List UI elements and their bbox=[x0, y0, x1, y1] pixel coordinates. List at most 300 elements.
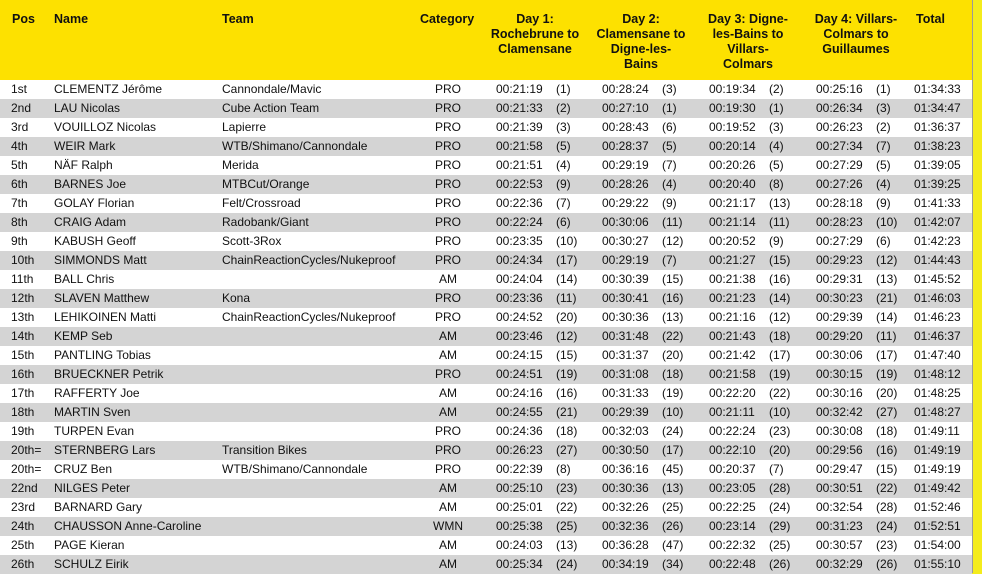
total-time: 01:39:25 bbox=[914, 177, 961, 191]
day3-time: 00:22:24 bbox=[709, 424, 756, 438]
day3-time: 00:21:38 bbox=[709, 272, 756, 286]
day2-time: 00:29:22 bbox=[602, 196, 649, 210]
category: PRO bbox=[434, 462, 461, 476]
day4-time: 00:27:29 bbox=[816, 234, 863, 248]
header-day2-line: Bains bbox=[623, 57, 659, 71]
total-time: 01:46:23 bbox=[914, 310, 961, 324]
pos-cell: 22nd bbox=[11, 481, 38, 495]
day2-rank: (22) bbox=[662, 329, 684, 343]
table-row bbox=[0, 175, 972, 194]
category: PRO bbox=[434, 215, 461, 229]
day4-rank: (12) bbox=[876, 253, 898, 267]
day3-time: 00:23:05 bbox=[709, 481, 756, 495]
day4-time: 00:30:08 bbox=[816, 424, 863, 438]
day3-rank: (4) bbox=[769, 139, 784, 153]
rider-name: BALL Chris bbox=[54, 272, 115, 286]
day3-rank: (2) bbox=[769, 82, 784, 96]
team-name: Cube Action Team bbox=[222, 101, 320, 115]
category: PRO bbox=[434, 310, 461, 324]
day1-time: 00:21:51 bbox=[496, 158, 543, 172]
category: PRO bbox=[434, 253, 461, 267]
day2-rank: (7) bbox=[662, 253, 677, 267]
rider-name: NÄF Ralph bbox=[54, 158, 113, 172]
day2-rank: (19) bbox=[662, 386, 684, 400]
category: WMN bbox=[433, 519, 463, 533]
pos-cell: 11th bbox=[11, 272, 34, 286]
header-day3 bbox=[693, 12, 803, 72]
day3-time: 00:19:34 bbox=[709, 82, 756, 96]
pos-cell: 5th bbox=[11, 158, 28, 172]
pos-cell: 3rd bbox=[11, 120, 29, 134]
day1-rank: (4) bbox=[556, 158, 571, 172]
team-name: ChainReactionCycles/Nukeproof bbox=[222, 310, 396, 324]
day1-rank: (22) bbox=[556, 500, 578, 514]
day1-rank: (20) bbox=[556, 310, 578, 324]
team-name: Radobank/Giant bbox=[222, 215, 309, 229]
day4-time: 00:32:42 bbox=[816, 405, 863, 419]
day4-rank: (20) bbox=[876, 386, 898, 400]
table-row bbox=[0, 99, 972, 118]
day2-time: 00:28:37 bbox=[602, 139, 649, 153]
rider-name: LAU Nicolas bbox=[54, 101, 121, 115]
header-day3-line: les-Bains to bbox=[712, 27, 784, 41]
day1-rank: (21) bbox=[556, 405, 578, 419]
total-time: 01:41:33 bbox=[914, 196, 961, 210]
day1-time: 00:23:46 bbox=[496, 329, 543, 343]
day2-time: 00:30:36 bbox=[602, 481, 649, 495]
day1-rank: (14) bbox=[556, 272, 578, 286]
pos-cell: 23rd bbox=[11, 500, 36, 514]
table-row bbox=[0, 308, 972, 327]
header-day4-line: Guillaumes bbox=[822, 42, 890, 56]
category: PRO bbox=[434, 82, 461, 96]
rider-name: RAFFERTY Joe bbox=[54, 386, 140, 400]
rider-name: BARNES Joe bbox=[54, 177, 127, 191]
day4-rank: (26) bbox=[876, 557, 898, 571]
day1-time: 00:22:24 bbox=[496, 215, 543, 229]
team-name: Merida bbox=[222, 158, 259, 172]
day3-rank: (29) bbox=[769, 519, 791, 533]
day2-rank: (6) bbox=[662, 120, 677, 134]
page-edge bbox=[973, 0, 982, 573]
day4-rank: (2) bbox=[876, 120, 891, 134]
total-time: 01:55:10 bbox=[914, 557, 961, 571]
table-row bbox=[0, 403, 972, 422]
day2-time: 00:34:19 bbox=[602, 557, 649, 571]
rider-name: STERNBERG Lars bbox=[54, 443, 156, 457]
header-pos: Pos bbox=[12, 12, 35, 26]
day4-rank: (14) bbox=[876, 310, 898, 324]
day4-time: 00:29:23 bbox=[816, 253, 863, 267]
table-row bbox=[0, 327, 972, 346]
category: PRO bbox=[434, 177, 461, 191]
pos-cell: 12th bbox=[11, 291, 35, 305]
total-time: 01:34:33 bbox=[914, 82, 961, 96]
day3-rank: (12) bbox=[769, 310, 791, 324]
day3-rank: (28) bbox=[769, 481, 791, 495]
team-name: Cannondale/Mavic bbox=[222, 82, 322, 96]
day4-time: 00:30:15 bbox=[816, 367, 863, 381]
day4-time: 00:28:18 bbox=[816, 196, 863, 210]
day1-rank: (27) bbox=[556, 443, 578, 457]
pos-cell: 14th bbox=[11, 329, 35, 343]
day3-time: 00:21:17 bbox=[709, 196, 756, 210]
header-day4 bbox=[800, 12, 912, 57]
day1-time: 00:24:03 bbox=[496, 538, 543, 552]
header-day2-line: Clamensane to bbox=[596, 27, 686, 41]
rider-name: VOUILLOZ Nicolas bbox=[54, 120, 157, 134]
day1-rank: (15) bbox=[556, 348, 578, 362]
category: PRO bbox=[434, 443, 461, 457]
day2-time: 00:31:48 bbox=[602, 329, 649, 343]
header-total: Total bbox=[916, 12, 945, 26]
day2-time: 00:30:27 bbox=[602, 234, 649, 248]
header-day3-line: Villars- bbox=[727, 42, 769, 56]
total-time: 01:49:11 bbox=[914, 424, 960, 438]
day3-rank: (10) bbox=[769, 405, 791, 419]
rider-name: WEIR Mark bbox=[54, 139, 116, 153]
total-time: 01:48:27 bbox=[914, 405, 961, 419]
day4-time: 00:29:31 bbox=[816, 272, 863, 286]
day3-rank: (18) bbox=[769, 329, 791, 343]
day3-rank: (8) bbox=[769, 177, 784, 191]
day2-time: 00:31:37 bbox=[602, 348, 649, 362]
day4-time: 00:32:29 bbox=[816, 557, 863, 571]
day2-time: 00:30:50 bbox=[602, 443, 649, 457]
day3-time: 00:20:40 bbox=[709, 177, 756, 191]
day4-time: 00:26:23 bbox=[816, 120, 863, 134]
header-day1 bbox=[480, 12, 590, 57]
table-row bbox=[0, 555, 972, 574]
day1-time: 00:22:39 bbox=[496, 462, 543, 476]
day1-rank: (2) bbox=[556, 101, 571, 115]
team-name: Transition Bikes bbox=[222, 443, 307, 457]
day1-rank: (11) bbox=[556, 291, 577, 305]
day3-time: 00:22:32 bbox=[709, 538, 756, 552]
table-row bbox=[0, 194, 972, 213]
day2-rank: (11) bbox=[662, 215, 683, 229]
total-time: 01:54:00 bbox=[914, 538, 961, 552]
header-day3-line: Day 3: Digne- bbox=[708, 12, 788, 26]
pos-cell: 2nd bbox=[11, 101, 32, 115]
day4-rank: (6) bbox=[876, 234, 891, 248]
rider-name: KEMP Seb bbox=[54, 329, 113, 343]
day1-time: 00:24:55 bbox=[496, 405, 543, 419]
category: PRO bbox=[434, 120, 461, 134]
day1-rank: (17) bbox=[556, 253, 578, 267]
day1-time: 00:25:10 bbox=[496, 481, 543, 495]
day4-time: 00:29:47 bbox=[816, 462, 863, 476]
day2-rank: (15) bbox=[662, 272, 684, 286]
pos-cell: 6th bbox=[11, 177, 28, 191]
rider-name: SLAVEN Matthew bbox=[54, 291, 150, 305]
day3-rank: (23) bbox=[769, 424, 791, 438]
day2-rank: (18) bbox=[662, 367, 684, 381]
day1-rank: (23) bbox=[556, 481, 578, 495]
category: PRO bbox=[434, 424, 461, 438]
pos-cell: 20th= bbox=[11, 462, 42, 476]
day2-rank: (10) bbox=[662, 405, 684, 419]
total-time: 01:49:19 bbox=[914, 443, 961, 457]
category: PRO bbox=[434, 291, 461, 305]
category: PRO bbox=[434, 139, 461, 153]
rider-name: BRUECKNER Petrik bbox=[54, 367, 164, 381]
day3-rank: (19) bbox=[769, 367, 791, 381]
table-row bbox=[0, 460, 972, 479]
table-row bbox=[0, 289, 972, 308]
total-time: 01:52:46 bbox=[914, 500, 961, 514]
pos-cell: 19th bbox=[11, 424, 35, 438]
day3-time: 00:22:25 bbox=[709, 500, 756, 514]
day3-time: 00:21:23 bbox=[709, 291, 756, 305]
day1-time: 00:21:58 bbox=[496, 139, 543, 153]
pos-cell: 24th bbox=[11, 519, 35, 533]
rider-name: NILGES Peter bbox=[54, 481, 131, 495]
rider-name: GOLAY Florian bbox=[54, 196, 135, 210]
day2-rank: (20) bbox=[662, 348, 684, 362]
day4-rank: (10) bbox=[876, 215, 898, 229]
day1-time: 00:25:01 bbox=[496, 500, 543, 514]
pos-cell: 20th= bbox=[11, 443, 42, 457]
header-day1-line: Clamensane bbox=[498, 42, 572, 56]
pos-cell: 9th bbox=[11, 234, 28, 248]
pos-cell: 10th bbox=[11, 253, 35, 267]
team-name: Kona bbox=[222, 291, 251, 305]
day2-rank: (16) bbox=[662, 291, 684, 305]
day2-time: 00:28:26 bbox=[602, 177, 649, 191]
day3-time: 00:22:20 bbox=[709, 386, 756, 400]
day1-time: 00:26:23 bbox=[496, 443, 543, 457]
day3-time: 00:20:52 bbox=[709, 234, 756, 248]
table-row bbox=[0, 498, 972, 517]
day1-rank: (7) bbox=[556, 196, 571, 210]
team-name: ChainReactionCycles/Nukeproof bbox=[222, 253, 396, 267]
category: AM bbox=[439, 405, 457, 419]
day4-rank: (7) bbox=[876, 139, 891, 153]
day3-rank: (1) bbox=[769, 101, 784, 115]
total-time: 01:44:43 bbox=[914, 253, 961, 267]
day3-rank: (24) bbox=[769, 500, 791, 514]
day4-rank: (11) bbox=[876, 329, 897, 343]
day2-time: 00:31:08 bbox=[602, 367, 649, 381]
day2-rank: (4) bbox=[662, 177, 677, 191]
day2-rank: (9) bbox=[662, 196, 677, 210]
day1-time: 00:24:36 bbox=[496, 424, 543, 438]
day3-rank: (25) bbox=[769, 538, 791, 552]
day3-rank: (17) bbox=[769, 348, 791, 362]
day4-time: 00:30:23 bbox=[816, 291, 863, 305]
day1-rank: (25) bbox=[556, 519, 578, 533]
rider-name: MARTIN Sven bbox=[54, 405, 131, 419]
table-row bbox=[0, 422, 972, 441]
header-category: Category bbox=[420, 12, 475, 26]
day1-time: 00:21:33 bbox=[496, 101, 543, 115]
pos-cell: 16th bbox=[11, 367, 35, 381]
day2-time: 00:28:24 bbox=[602, 82, 649, 96]
day3-time: 00:21:16 bbox=[709, 310, 756, 324]
day4-rank: (24) bbox=[876, 519, 898, 533]
day4-time: 00:31:23 bbox=[816, 519, 863, 533]
day3-time: 00:21:27 bbox=[709, 253, 756, 267]
day1-time: 00:23:36 bbox=[496, 291, 543, 305]
table-row bbox=[0, 137, 972, 156]
day4-time: 00:25:16 bbox=[816, 82, 863, 96]
day2-time: 00:32:03 bbox=[602, 424, 649, 438]
category: AM bbox=[439, 348, 457, 362]
pos-cell: 25th bbox=[11, 538, 35, 552]
day3-rank: (3) bbox=[769, 120, 784, 134]
day2-rank: (5) bbox=[662, 139, 677, 153]
day3-time: 00:22:10 bbox=[709, 443, 756, 457]
team-name: Scott-3Rox bbox=[222, 234, 282, 248]
day1-rank: (12) bbox=[556, 329, 578, 343]
category: AM bbox=[439, 538, 457, 552]
table-row bbox=[0, 346, 972, 365]
category: AM bbox=[439, 329, 457, 343]
total-time: 01:49:19 bbox=[914, 462, 961, 476]
day2-time: 00:30:39 bbox=[602, 272, 649, 286]
header-day1-line: Day 1: bbox=[516, 12, 554, 26]
day4-rank: (19) bbox=[876, 367, 898, 381]
day1-rank: (24) bbox=[556, 557, 578, 571]
header-day2-line: Day 2: bbox=[622, 12, 660, 26]
pos-cell: 18th bbox=[11, 405, 35, 419]
day2-time: 00:30:36 bbox=[602, 310, 649, 324]
day1-rank: (1) bbox=[556, 82, 571, 96]
pos-cell: 1st bbox=[11, 82, 28, 96]
day2-rank: (47) bbox=[662, 538, 684, 552]
day2-rank: (12) bbox=[662, 234, 684, 248]
day1-time: 00:23:35 bbox=[496, 234, 543, 248]
day2-time: 00:30:06 bbox=[602, 215, 649, 229]
category: PRO bbox=[434, 196, 461, 210]
day4-time: 00:26:34 bbox=[816, 101, 863, 115]
table-row bbox=[0, 270, 972, 289]
pos-cell: 8th bbox=[11, 215, 28, 229]
day1-rank: (8) bbox=[556, 462, 571, 476]
day2-time: 00:36:28 bbox=[602, 538, 649, 552]
rider-name: PANTLING Tobias bbox=[54, 348, 151, 362]
category: AM bbox=[439, 386, 457, 400]
table-row bbox=[0, 536, 972, 555]
day4-rank: (16) bbox=[876, 443, 898, 457]
day1-rank: (5) bbox=[556, 139, 571, 153]
pos-cell: 13th bbox=[11, 310, 35, 324]
pos-cell: 26th bbox=[11, 557, 35, 571]
header-day1-line: Rochebrune to bbox=[490, 27, 580, 41]
day4-rank: (22) bbox=[876, 481, 898, 495]
table-row bbox=[0, 118, 972, 137]
day4-rank: (5) bbox=[876, 158, 891, 172]
day4-rank: (17) bbox=[876, 348, 898, 362]
day4-rank: (27) bbox=[876, 405, 898, 419]
header-day3-line: Colmars bbox=[722, 57, 774, 71]
category: AM bbox=[439, 557, 457, 571]
day1-time: 00:25:34 bbox=[496, 557, 543, 571]
day3-time: 00:19:52 bbox=[709, 120, 756, 134]
day3-rank: (20) bbox=[769, 443, 791, 457]
day4-time: 00:29:39 bbox=[816, 310, 863, 324]
day4-time: 00:29:56 bbox=[816, 443, 863, 457]
table-row bbox=[0, 80, 972, 99]
day3-time: 00:20:14 bbox=[709, 139, 756, 153]
day1-time: 00:22:36 bbox=[496, 196, 543, 210]
pos-cell: 4th bbox=[11, 139, 28, 153]
day1-time: 00:24:52 bbox=[496, 310, 543, 324]
day4-rank: (4) bbox=[876, 177, 891, 191]
day3-rank: (13) bbox=[769, 196, 791, 210]
day3-time: 00:21:14 bbox=[709, 215, 756, 229]
total-time: 01:38:23 bbox=[914, 139, 961, 153]
total-time: 01:39:05 bbox=[914, 158, 961, 172]
day3-time: 00:22:48 bbox=[709, 557, 756, 571]
day3-rank: (16) bbox=[769, 272, 791, 286]
table-row bbox=[0, 156, 972, 175]
total-time: 01:42:07 bbox=[914, 215, 961, 229]
day4-time: 00:30:16 bbox=[816, 386, 863, 400]
day3-rank: (26) bbox=[769, 557, 791, 571]
day3-rank: (11) bbox=[769, 215, 790, 229]
table-header bbox=[0, 0, 972, 81]
rider-name: BARNARD Gary bbox=[54, 500, 143, 514]
header-day4-line: Colmars to bbox=[823, 27, 889, 41]
day3-time: 00:20:26 bbox=[709, 158, 756, 172]
table-row bbox=[0, 441, 972, 460]
day1-time: 00:24:16 bbox=[496, 386, 543, 400]
day4-rank: (21) bbox=[876, 291, 898, 305]
day2-time: 00:36:16 bbox=[602, 462, 649, 476]
day1-time: 00:22:53 bbox=[496, 177, 543, 191]
rider-name: LEHIKOINEN Matti bbox=[54, 310, 157, 324]
total-time: 01:48:25 bbox=[914, 386, 961, 400]
day3-rank: (22) bbox=[769, 386, 791, 400]
day4-time: 00:27:26 bbox=[816, 177, 863, 191]
day2-time: 00:31:33 bbox=[602, 386, 649, 400]
category: PRO bbox=[434, 234, 461, 248]
day2-time: 00:32:26 bbox=[602, 500, 649, 514]
day3-rank: (5) bbox=[769, 158, 784, 172]
day2-time: 00:32:36 bbox=[602, 519, 649, 533]
day1-rank: (6) bbox=[556, 215, 571, 229]
rider-name: CRUZ Ben bbox=[54, 462, 113, 476]
day1-rank: (13) bbox=[556, 538, 578, 552]
total-time: 01:52:51 bbox=[914, 519, 961, 533]
day3-time: 00:21:43 bbox=[709, 329, 756, 343]
day4-time: 00:30:51 bbox=[816, 481, 863, 495]
header-day2-line: Digne-les- bbox=[610, 42, 672, 56]
header-day4-line: Day 4: Villars- bbox=[814, 12, 898, 26]
day1-rank: (9) bbox=[556, 177, 571, 191]
header-team: Team bbox=[222, 12, 254, 26]
header-name: Name bbox=[54, 12, 89, 26]
day3-rank: (15) bbox=[769, 253, 791, 267]
day2-rank: (34) bbox=[662, 557, 684, 571]
day2-rank: (25) bbox=[662, 500, 684, 514]
day3-rank: (7) bbox=[769, 462, 784, 476]
total-time: 01:36:37 bbox=[914, 120, 961, 134]
category: AM bbox=[439, 272, 457, 286]
team-name: Lapierre bbox=[222, 120, 267, 134]
day1-time: 00:24:34 bbox=[496, 253, 543, 267]
day2-rank: (1) bbox=[662, 101, 677, 115]
total-time: 01:46:37 bbox=[914, 329, 961, 343]
day3-rank: (14) bbox=[769, 291, 791, 305]
team-name: WTB/Shimano/Cannondale bbox=[222, 462, 368, 476]
day4-time: 00:32:54 bbox=[816, 500, 863, 514]
total-time: 01:48:12 bbox=[914, 367, 961, 381]
total-time: 01:46:03 bbox=[914, 291, 961, 305]
day3-time: 00:21:42 bbox=[709, 348, 756, 362]
